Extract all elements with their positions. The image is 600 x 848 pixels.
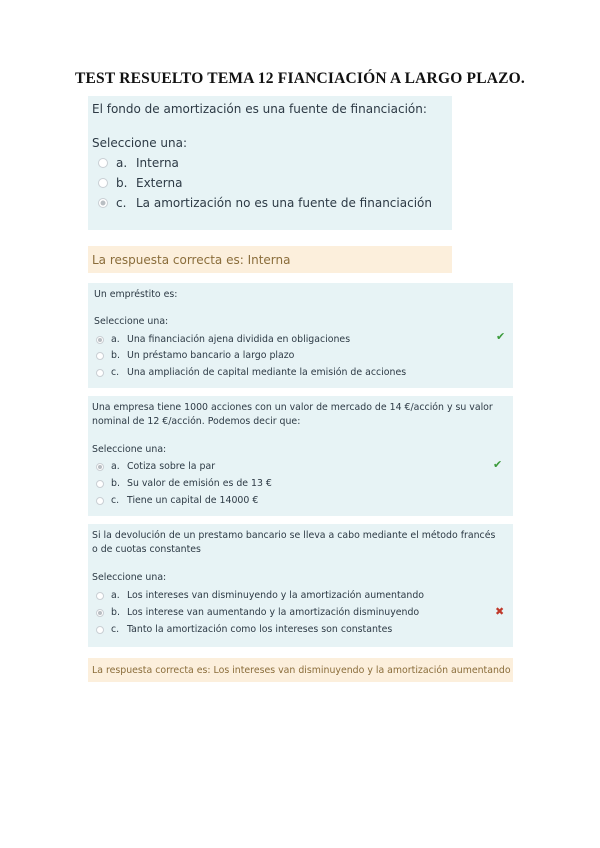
option-b[interactable] — [98, 176, 182, 190]
question-text: Si la devolución de un prestamo bancario se lleva a cabo mediante el método francés o de cuotas constantes — [92, 530, 496, 555]
radio-button[interactable] — [96, 626, 104, 634]
radio-button[interactable] — [96, 480, 104, 488]
radio-button[interactable] — [98, 178, 108, 188]
option-letter: b. — [111, 607, 120, 618]
correct-answer-feedback: La respuesta correcta es: Los intereses van disminuyendo y la amortización aumentando — [88, 658, 513, 682]
option-text: Los intereses van disminuyendo y la amortización aumentando — [127, 590, 425, 601]
option-c[interactable] — [98, 196, 432, 210]
option-text: Su valor de emisión es de 13 € — [127, 478, 272, 489]
question-text: El fondo de amortización es una fuente de financiación: — [92, 102, 427, 116]
option-text: Una financiación ajena dividida en obligaciones — [127, 334, 351, 345]
radio-button[interactable] — [96, 497, 104, 505]
option-text: Cotiza sobre la par — [127, 461, 216, 472]
option-letter: c. — [111, 495, 120, 506]
page-title: TEST RESUELTO TEMA 12 FIANCIACIÓN A LARGO PLAZO. — [74, 70, 526, 87]
option-letter: c. — [111, 624, 120, 635]
option-text: Los interese van aumentando y la amortización disminuyendo — [127, 607, 420, 618]
option-letter: b. — [116, 176, 128, 190]
select-prompt: Seleccione una: — [94, 316, 169, 327]
incorrect-cross-icon: ✖ — [495, 605, 505, 618]
radio-button[interactable] — [96, 369, 104, 377]
option-letter: b. — [111, 478, 120, 489]
radio-button[interactable] — [96, 352, 104, 360]
radio-button[interactable] — [98, 198, 108, 208]
option-text: Externa — [136, 176, 183, 190]
option-letter: a. — [111, 590, 120, 601]
radio-button[interactable] — [96, 592, 104, 600]
correct-check-icon: ✔ — [496, 330, 506, 343]
option-letter: a. — [111, 334, 120, 345]
option-letter: b. — [111, 350, 120, 361]
option-a[interactable] — [96, 334, 350, 345]
option-c[interactable] — [96, 495, 258, 506]
select-prompt: Seleccione una: — [92, 444, 167, 455]
option-b[interactable] — [96, 478, 272, 489]
option-a[interactable] — [98, 156, 179, 170]
correct-answer-feedback: La respuesta correcta es: Interna — [88, 246, 452, 273]
option-text: Una ampliación de capital mediante la emisión de acciones — [127, 367, 407, 378]
option-letter: a. — [111, 461, 120, 472]
option-b[interactable] — [96, 607, 419, 618]
select-prompt: Seleccione una: — [92, 136, 187, 150]
question-1 — [88, 96, 452, 230]
option-c[interactable] — [96, 367, 406, 378]
option-letter: c. — [116, 196, 127, 210]
radio-button[interactable] — [96, 609, 104, 617]
question-3 — [88, 396, 513, 516]
question-text: Una empresa tiene 1000 acciones con un valor de mercado de 14 €/acción y su valor nominal de 12 €/acción. Podemos decir que: — [92, 402, 493, 427]
select-prompt: Seleccione una: — [92, 572, 167, 583]
question-2 — [88, 283, 513, 388]
option-a[interactable] — [96, 590, 424, 601]
option-letter: a. — [116, 156, 128, 170]
question-text: Un empréstito es: — [94, 289, 178, 300]
radio-button[interactable] — [96, 336, 104, 344]
option-b[interactable] — [96, 350, 294, 361]
option-a[interactable] — [96, 461, 215, 472]
option-letter: c. — [111, 367, 120, 378]
option-text: Tanto la amortización como los intereses son constantes — [127, 624, 393, 635]
option-text: Interna — [136, 156, 179, 170]
question-4 — [88, 524, 513, 647]
radio-button[interactable] — [98, 158, 108, 168]
correct-check-icon: ✔ — [493, 458, 503, 471]
option-c[interactable] — [96, 624, 392, 635]
option-text: Un préstamo bancario a largo plazo — [127, 350, 295, 361]
radio-button[interactable] — [96, 463, 104, 471]
option-text: Tiene un capital de 14000 € — [127, 495, 259, 506]
option-text: La amortización no es una fuente de financiación — [136, 196, 432, 210]
